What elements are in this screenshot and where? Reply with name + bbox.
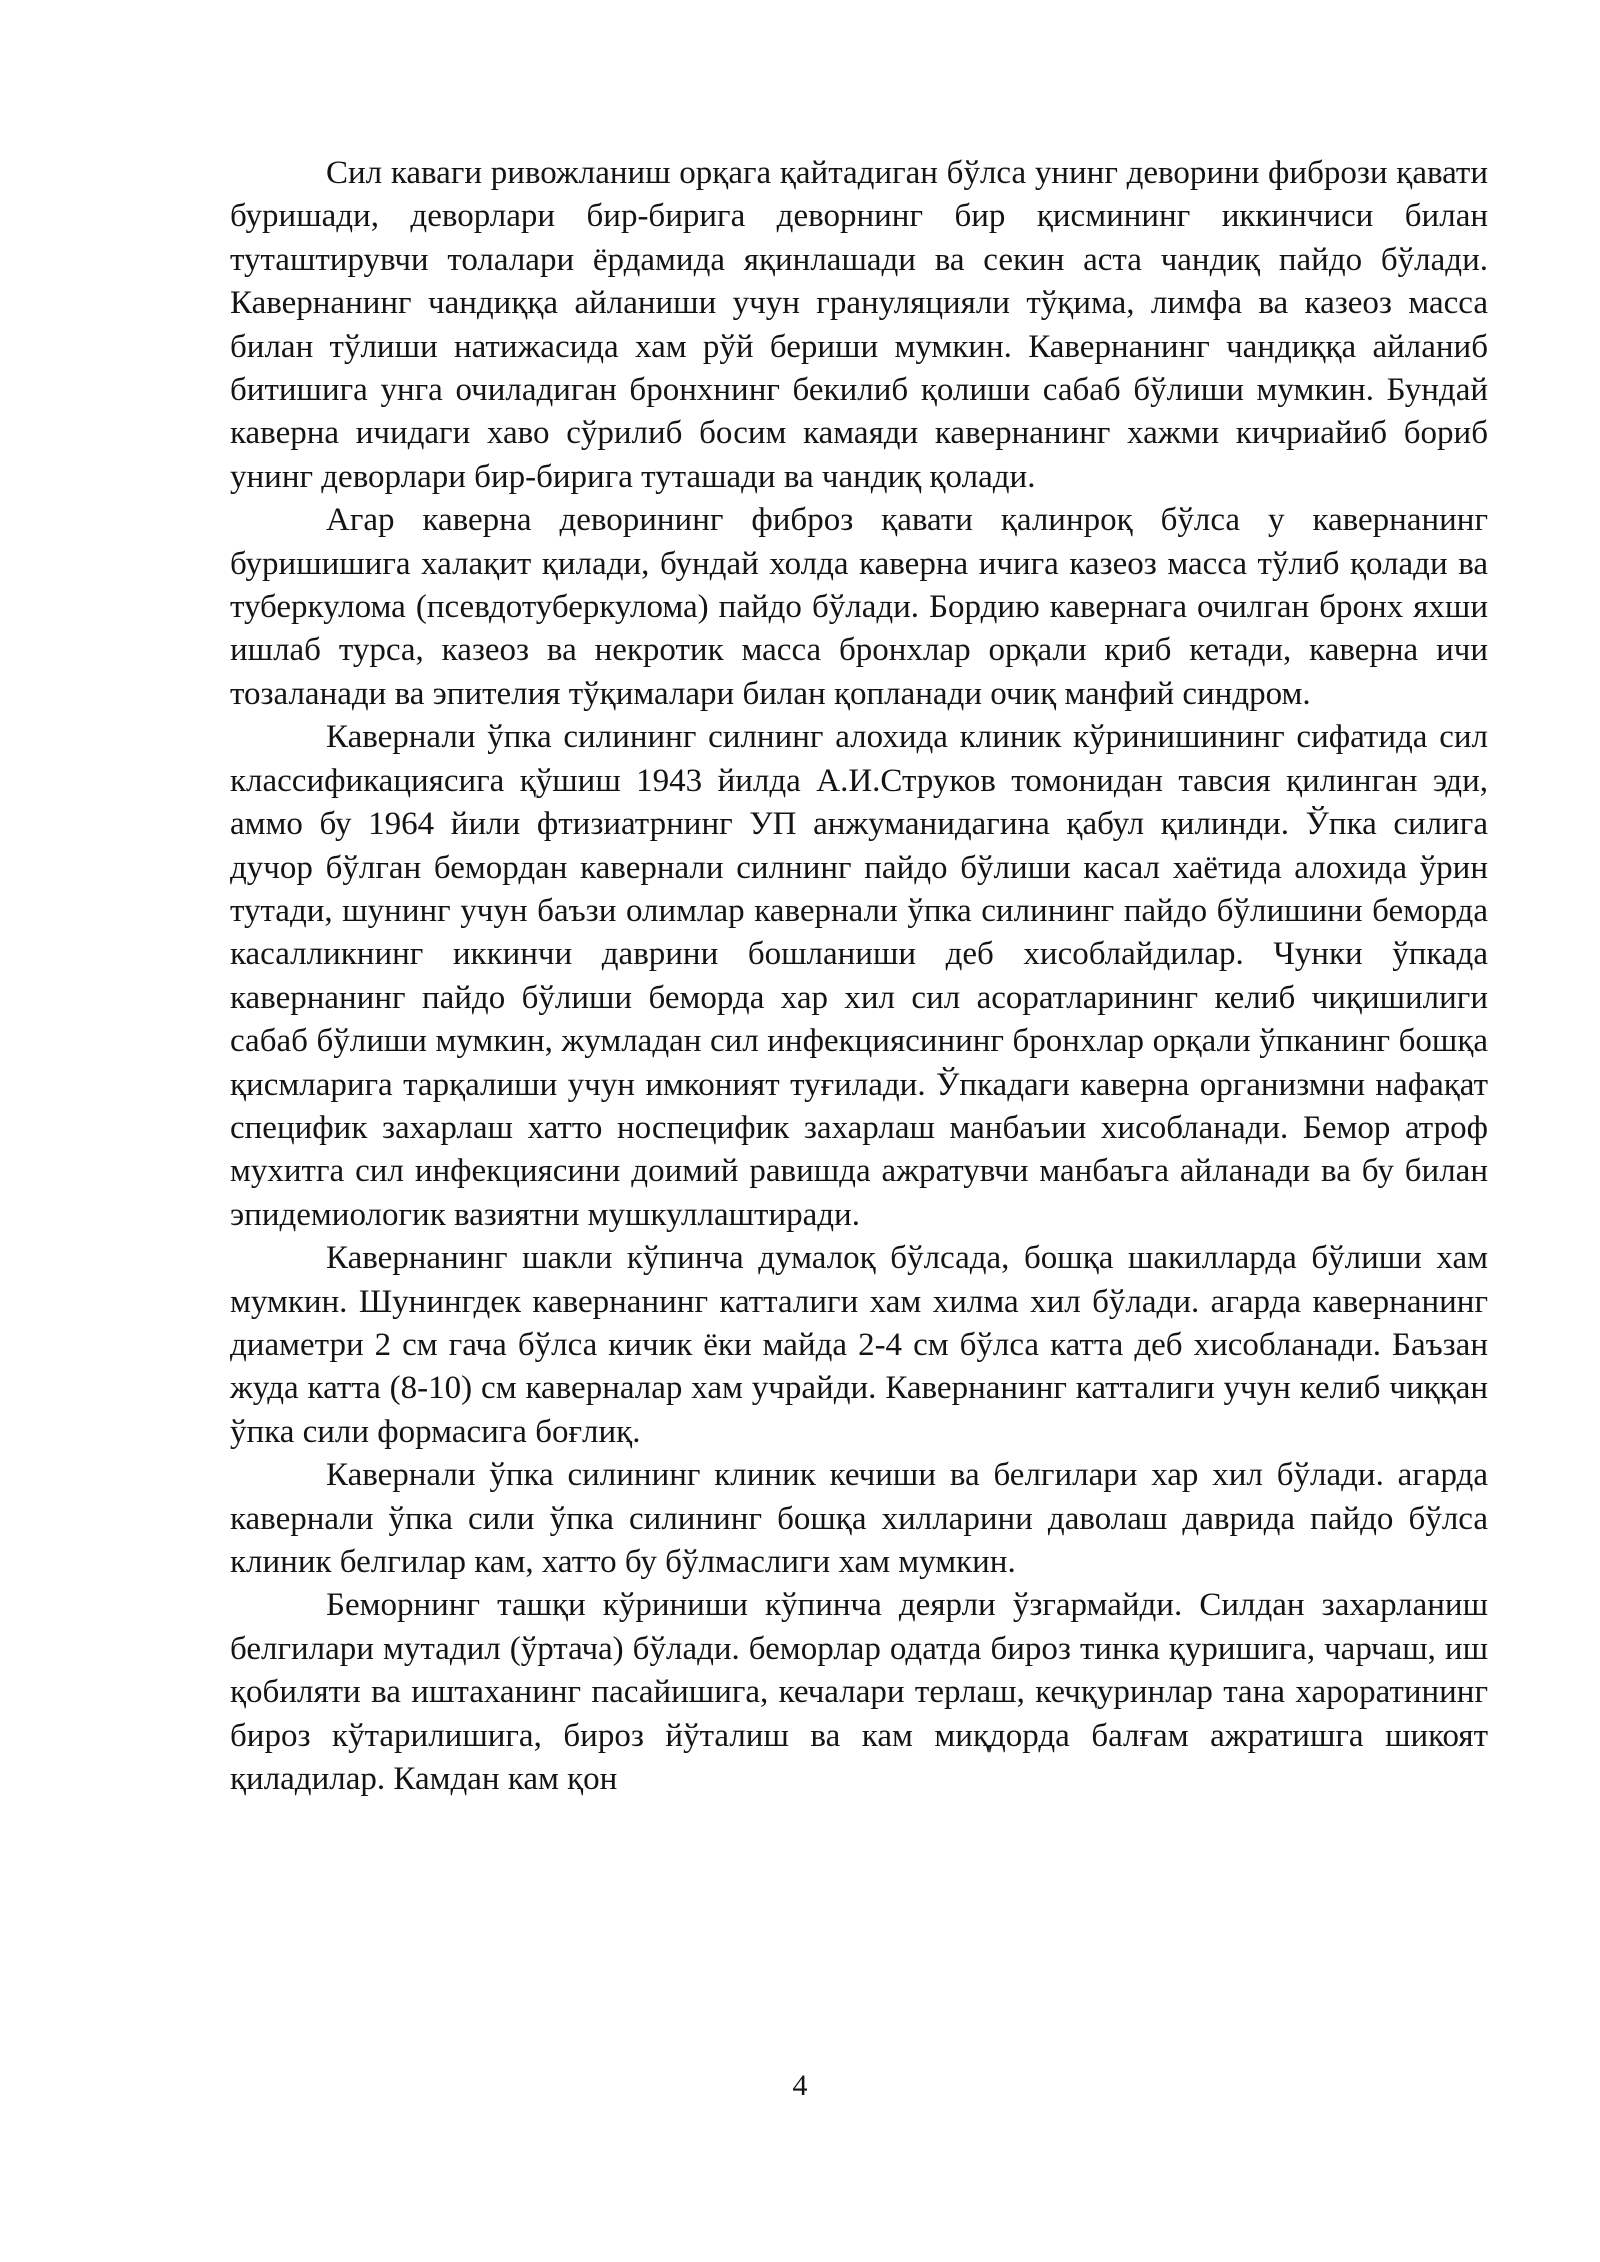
paragraph-4: Кавернанинг шакли кўпинча думалоқ бўлсада, бошқа шакилларда бўлиши хам мумкин. Шунингдек кавернанинг катталиги хам хилма хил бўлади. агарда кавернанинг диаметри 2 см гача бўлса кичик ёки майда 2-4 см бўлса катта деб хисобланади. Баъзан жуда катта (8-10) см каверналар хам учрайди. Кавернанинг катталиги учун келиб чиққан ўпка сили формасига боғлиқ. [230,1240,1488,1450]
paragraph-3: Кавернали ўпка силининг силнинг алохида клиник кўринишининг сифатида сил классификациясига қўшиш 1943 йилда А.И.Струков томонидан тавсия қилинган эди, аммо бу 1964 йили фтизиатрнинг УП анжуманидагина қабул қилинди. Ўпка силига дучор бўлган бемордан кавернали силнинг пайдо бўлиши касал хаётида алохида ўрин тутади, шунинг учун баъзи олимлар кавернали ўпка силининг пайдо бўлишини беморда касалликнинг иккинчи даврини бошланиши деб хисоблайдилар. Чунки ўпкада кавернанинг пайдо бўлиши беморда хар хил сил асоратларининг келиб чиқишилиги сабаб бўлиши мумкин, жумладан сил инфекциясининг бронхлар орқали ўпканинг бошқа қисмларига тарқалиши учун имконият туғилади. Ўпкадаги каверна организмни нафақат специфик захарлаш хатто носпецифик захарлаш манбаъии хисобланади. Бемор атроф мухитга сил инфекциясини доимий равишда ажратувчи манбаъга айланади ва бу билан эпидемиологик вазиятни мушкуллаштиради. [230,719,1488,1233]
paragraph-5: Кавернали ўпка силининг клиник кечиши ва белгилари хар хил бўлади. агарда кавернали ўпка сили ўпка силининг бошқа хилларини даволаш даврида пайдо бўлса клиник белгилар кам, хатто бу бўлмаслиги хам мумкин. [230,1457,1488,1580]
page-number: 4 [792,2069,808,2102]
paragraph-2: Агар каверна деворининг фиброз қавати қалинроқ бўлса у кавернанинг буришишига халақит қилади, бундай холда каверна ичига казеоз масса тўлиб қолади ва туберкулома (псевдотуберкулома) пайдо бўлади. Бордию кавернага очилган бронх яхши ишлаб турса, казеоз ва некротик масса бронхлар орқали криб кетади, каверна ичи тозаланади ва эпителия тўқималари билан қопланади очиқ манфий синдром. [230,502,1488,712]
body-text [230,152,1488,1801]
paragraph-6: Беморнинг ташқи кўриниши кўпинча деярли ўзгармайди. Силдан захарланиш белгилари мутадил (ўртача) бўлади. беморлар одатда бироз тинка қуришига, чарчаш, иш қобиляти ва иштаханинг пасайишига, кечалари терлаш, кечқуринлар тана хароратининг бироз кўтарилишига, бироз йўталиш ва кам миқдорда балғам ажратишга шикоят қиладилар. Камдан кам қон [230,1587,1488,1798]
paragraph-1: Сил каваги ривожланиш орқага қайтадиган бўлса унинг деворини фибрози қавати буришади, деворлари бир-бирига деворнинг бир қисмининг иккинчиси билан туташтирувчи толалари ёрдамида яқинлашади ва секин аста чандиқ пайдо бўлади. Кавернанинг чандиққа айланиши учун грануляцияли тўқима, лимфа ва казеоз масса билан тўлиши натижасида хам рўй бериши мумкин. Кавернанинг чандиққа айланиб битишига унга очиладиган бронхнинг бекилиб қолиши сабаб бўлиши мумкин. Бундай каверна ичидаги хаво сўрилиб босим камаяди кавернанинг хажми кичриайиб бориб унинг деворлари бир-бирига туташади ва чандиқ қолади. [230,155,1488,495]
